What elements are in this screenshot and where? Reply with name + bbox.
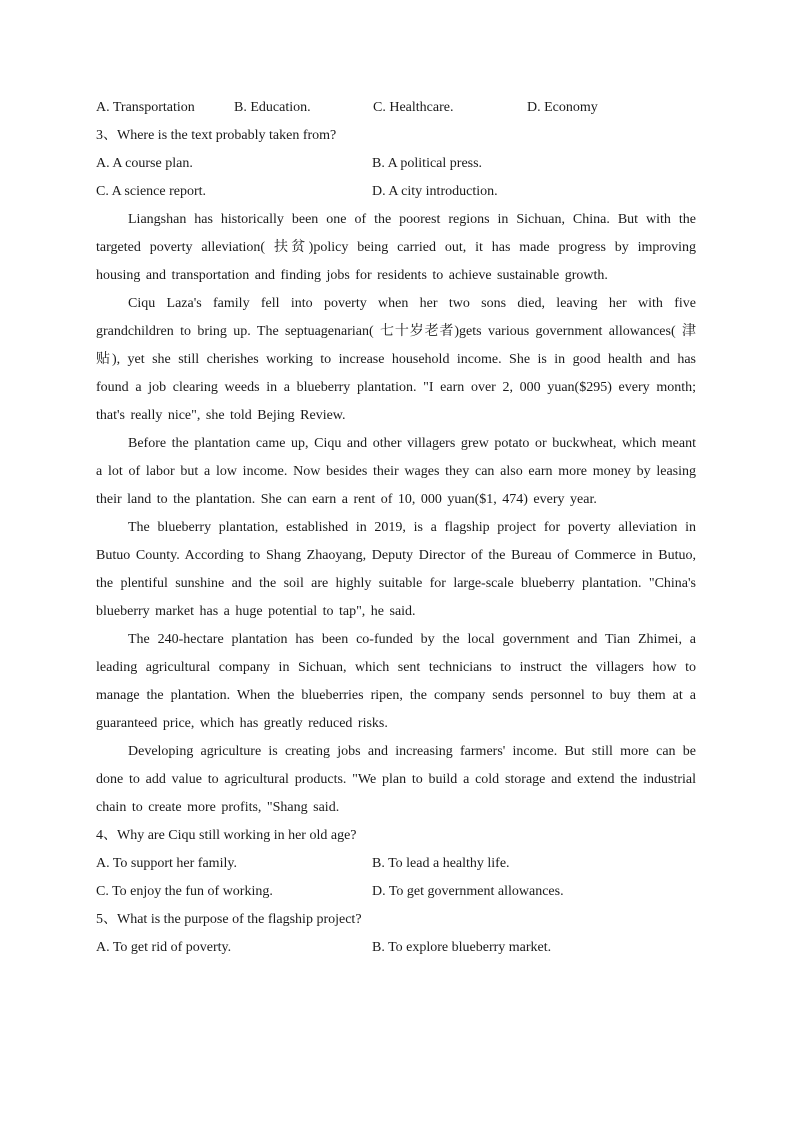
q3-option-c[interactable]: C. A science report. <box>96 184 207 199</box>
q4-option-a[interactable]: A. To support her family. <box>96 856 237 871</box>
q2-option-c[interactable]: C. Healthcare. <box>373 100 454 115</box>
q5-option-a[interactable]: A. To get rid of poverty. <box>96 940 232 955</box>
q4-options-row2 <box>96 878 696 906</box>
q4-option-c[interactable]: C. To enjoy the fun of working. <box>96 884 273 899</box>
q3-option-d[interactable]: D. A city introduction. <box>372 184 498 199</box>
q4-options-row1 <box>96 850 696 878</box>
passage-paragraph-6: Developing agriculture is creating jobs and increasing farmers' income. But still more can be done to add value to agricultural products. "We plan to build a cold storage and extend the industrial chain to create more profits, "Shang said. <box>96 744 696 815</box>
q2-option-d[interactable]: D. Economy <box>527 100 598 115</box>
q4-option-d[interactable]: D. To get government allowances. <box>372 884 564 899</box>
q2-option-a[interactable]: A. Transportation <box>96 100 195 115</box>
exam-page <box>96 94 696 962</box>
passage-paragraph-3: Before the plantation came up, Ciqu and other villagers grew potato or buckwheat, which meant a lot of labor but a low income. Now besides their wages they can also earn more money by leasing their land to the plantation. She can earn a rent of 10, 000 yuan($1, 474) every year. <box>96 436 696 507</box>
q3-options-row2 <box>96 178 696 206</box>
q4-option-b[interactable]: B. To lead a healthy life. <box>372 856 510 871</box>
q2-option-b[interactable]: B. Education. <box>234 100 311 115</box>
q3-option-b[interactable]: B. A political press. <box>372 156 483 171</box>
q4-question: 4、Why are Ciqu still working in her old age? <box>96 828 357 843</box>
q3-options-row1 <box>96 150 696 178</box>
q3-question: 3、Where is the text probably taken from? <box>96 128 337 143</box>
q5-question: 5、What is the purpose of the flagship project? <box>96 912 362 927</box>
passage-paragraph-4: The blueberry plantation, established in 2019, is a flagship project for poverty alleviation in Butuo County. According to Shang Zhaoyang, Deputy Director of the Bureau of Commerce in Butuo, the plentiful sunshine and the soil are highly suitable for large-scale blueberry plantation. "China's blueberry market has a huge potential to tap", he said. <box>96 520 696 619</box>
q5-option-b[interactable]: B. To explore blueberry market. <box>372 940 552 955</box>
q5-options-row1 <box>96 934 696 962</box>
q2-options <box>96 94 696 122</box>
q3-option-a[interactable]: A. A course plan. <box>96 156 193 171</box>
passage-paragraph-1: Liangshan has historically been one of the poorest regions in Sichuan, China. But with the targeted poverty alleviation( 扶贫)policy being carried out, it has made progress by improving housing and transportation and finding jobs for residents to achieve sustainable growth. <box>96 212 696 283</box>
passage-paragraph-5: The 240-hectare plantation has been co-funded by the local government and Tian Zhimei, a leading agricultural company in Sichuan, which sent technicians to instruct the villagers how to manage the plantation. When the blueberries ripen, the company sends personnel to buy them at a guaranteed price, which has greatly reduced risks. <box>96 632 696 731</box>
passage-paragraph-2: Ciqu Laza's family fell into poverty when her two sons died, leaving her with five grandchildren to bring up. The septuagenarian( 七十岁老者)gets various government allowances( 津贴), yet she still cherishes working to increase household income. She is in good health and has found a job clearing weeds in a blueberry plantation. "I earn over 2, 000 yuan($295) every month; that's really nice", she told Bejing Review. <box>96 296 696 423</box>
